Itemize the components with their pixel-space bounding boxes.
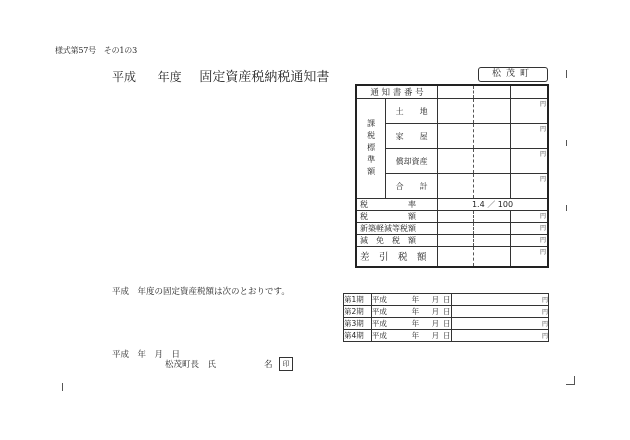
total-amount: 円 <box>510 174 548 199</box>
notice-number-cell <box>438 85 474 99</box>
mayor-name-line: 松茂町長 氏 <box>165 360 217 370</box>
exemption-label: 減 免 税 額 <box>356 235 438 247</box>
official-seal: 印 <box>279 357 293 371</box>
land-label: 土 地 <box>386 99 438 124</box>
installment-amount: 円 <box>451 294 548 306</box>
tax-basis-label: 課税標準額 <box>356 99 386 199</box>
installment-row: 第2期 平成 年 月 日 円 <box>344 307 548 316</box>
reduction-label: 新築軽減等税額 <box>356 223 438 235</box>
installment-row: 第3期 平成 年 月 日 円 <box>344 319 548 328</box>
scan-mark <box>62 383 63 391</box>
building-amount: 円 <box>510 124 548 149</box>
installment-amount: 円 <box>451 318 548 330</box>
installment-period: 第4期 <box>344 330 372 342</box>
name-label: 名 <box>264 360 273 370</box>
scan-mark <box>566 140 567 146</box>
tax-rate-label: 税 率 <box>356 199 438 211</box>
installment-schedule-table <box>343 293 549 342</box>
document-title: 固定資産税納税通知書 <box>199 70 330 85</box>
installment-period: 第1期 <box>344 294 372 306</box>
era-label: 平成 <box>112 70 137 84</box>
land-amount: 円 <box>510 99 548 124</box>
scan-mark <box>566 70 567 78</box>
installment-amount: 円 <box>451 306 548 318</box>
installment-amount: 円 <box>451 330 548 342</box>
scan-mark <box>566 384 574 385</box>
document-title-line <box>112 66 329 85</box>
tax-calculation-table <box>355 84 549 268</box>
reduction-value: 円 <box>510 223 548 235</box>
total-label: 合 計 <box>386 174 438 199</box>
year-label: 年度 <box>157 70 182 84</box>
installment-period: 第3期 <box>344 318 372 330</box>
tax-amount-label: 税 額 <box>356 211 438 223</box>
notice-number-label: 通 知 書 番 号 <box>356 85 438 99</box>
scan-mark <box>566 205 567 211</box>
depreciable-assets-amount: 円 <box>510 149 548 174</box>
tax-rate-value: 1.4 ／ 100 <box>438 199 548 211</box>
exemption-value: 円 <box>510 235 548 247</box>
depreciable-assets-label: 償却資産 <box>386 149 438 174</box>
installment-row: 第1期 平成 年 月 日 円 <box>344 295 548 304</box>
form-number: 様式第57号 その1の3 <box>55 46 137 55</box>
town-name-box: 松茂町 <box>478 67 548 82</box>
notice-text: 平成 年度の固定資産税額は次のとおりです。 <box>112 287 290 297</box>
installment-row: 第4期 平成 年 月 日 円 <box>344 331 548 340</box>
installment-period: 第2期 <box>344 306 372 318</box>
building-label: 家 屋 <box>386 124 438 149</box>
balance-label: 差 引 税 額 <box>356 247 438 267</box>
balance-value: 円 <box>510 247 548 267</box>
scan-mark <box>574 376 575 385</box>
issue-date: 平成 年 月 日 <box>112 350 181 360</box>
tax-amount-value: 円 <box>510 211 548 223</box>
